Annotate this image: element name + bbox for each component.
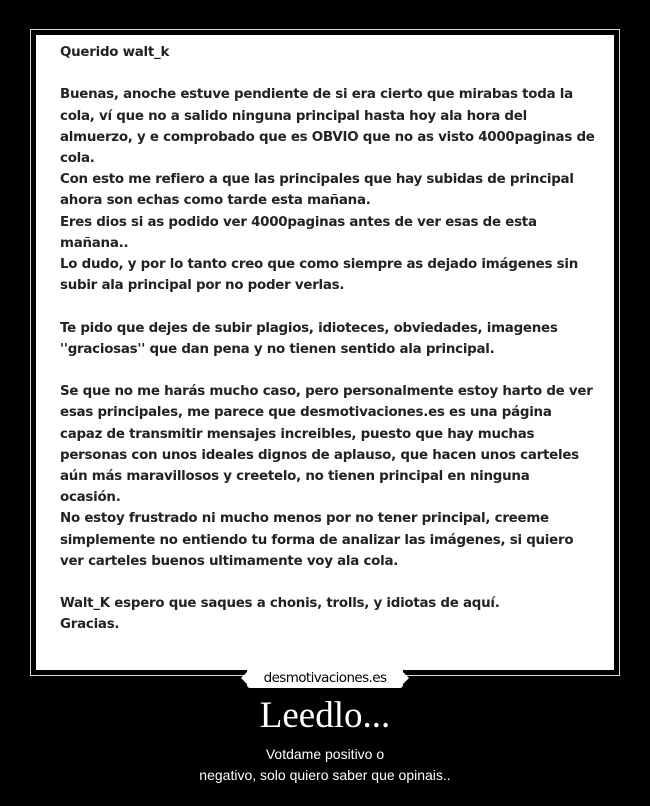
letter-line: No estoy frustrado ni mucho menos por no tener principal, creeme [60,511,549,527]
letter-blank-line [60,572,614,593]
letter-line: almuerzo, y e comprobado que es OBVIO que no as visto 4000paginas de [60,129,595,145]
poster-frame [30,29,620,676]
letter-blank-line [60,63,614,84]
letter-blank-line [60,296,614,317]
letter-line: mañana.. [60,235,129,251]
site-wordmark[interactable]: desmotivaciones.es [247,668,403,688]
caption-line: negativo, solo quiero saber que opinais.. [199,767,451,783]
letter-line: subir ala principal por no poder verlas. [60,278,345,294]
letter-line: cola. [60,151,95,166]
letter-line: Con esto me refiero a que las principales que hay subidas de principal [60,172,574,188]
letter-line: ''graciosas'' que dan pena y no tienen sentido ala principal. [60,341,495,357]
letter-greeting: Querido walt_k [60,45,170,60]
letter-line: personas con unos ideales dignos de aplauso, que hacen unos carteles [60,447,579,463]
letter-line: ahora son echas como tarde esta mañana. [60,193,371,209]
letter-image [36,35,614,670]
letter-line: Te pido que dejes de subir plagios, idioteces, obviedades, imagenes [60,320,558,336]
letter-line: ocasión. [60,490,121,506]
letter-line: Eres dios si as podido ver 4000paginas antes de ver esas de esta [60,214,537,230]
letter-line: Buenas, anoche estuve pendiente de si era cierto que mirabas toda la [60,87,573,103]
letter-line: simplemente no entiendo tu forma de analizar las imágenes, si quiero [60,532,574,548]
letter-line: cola, ví que no a salido ninguna principal hasta hoy ala hora del [60,108,527,124]
letter-line: Lo dudo, y por lo tanto creo que como siempre as dejado imágenes sin [60,257,578,273]
letter-line: Walt_K espero que saques a chonis, trolls, y idiotas de aquí. [60,596,500,612]
poster-title: Leedlo... [259,695,391,736]
letter-line: ver carteles buenos ultimamente voy ala cola. [60,553,399,569]
caption-line: Votdame positivo o [265,746,385,762]
letter-line: aún más maravillosos y creetelo, no tienen principal en ninguna [60,469,530,485]
letter-line: capaz de transmitir mensajes increibles, puesto que hay muchas [60,426,535,442]
letter-blank-line [60,360,614,381]
letter-line: Se que no me harás mucho caso, pero personalmente estoy harto de ver [60,384,593,400]
letter-line: esas principales, me parece que desmotivaciones.es es una página [60,405,552,421]
letter-line: Gracias. [60,617,120,633]
poster-caption [0,744,650,786]
